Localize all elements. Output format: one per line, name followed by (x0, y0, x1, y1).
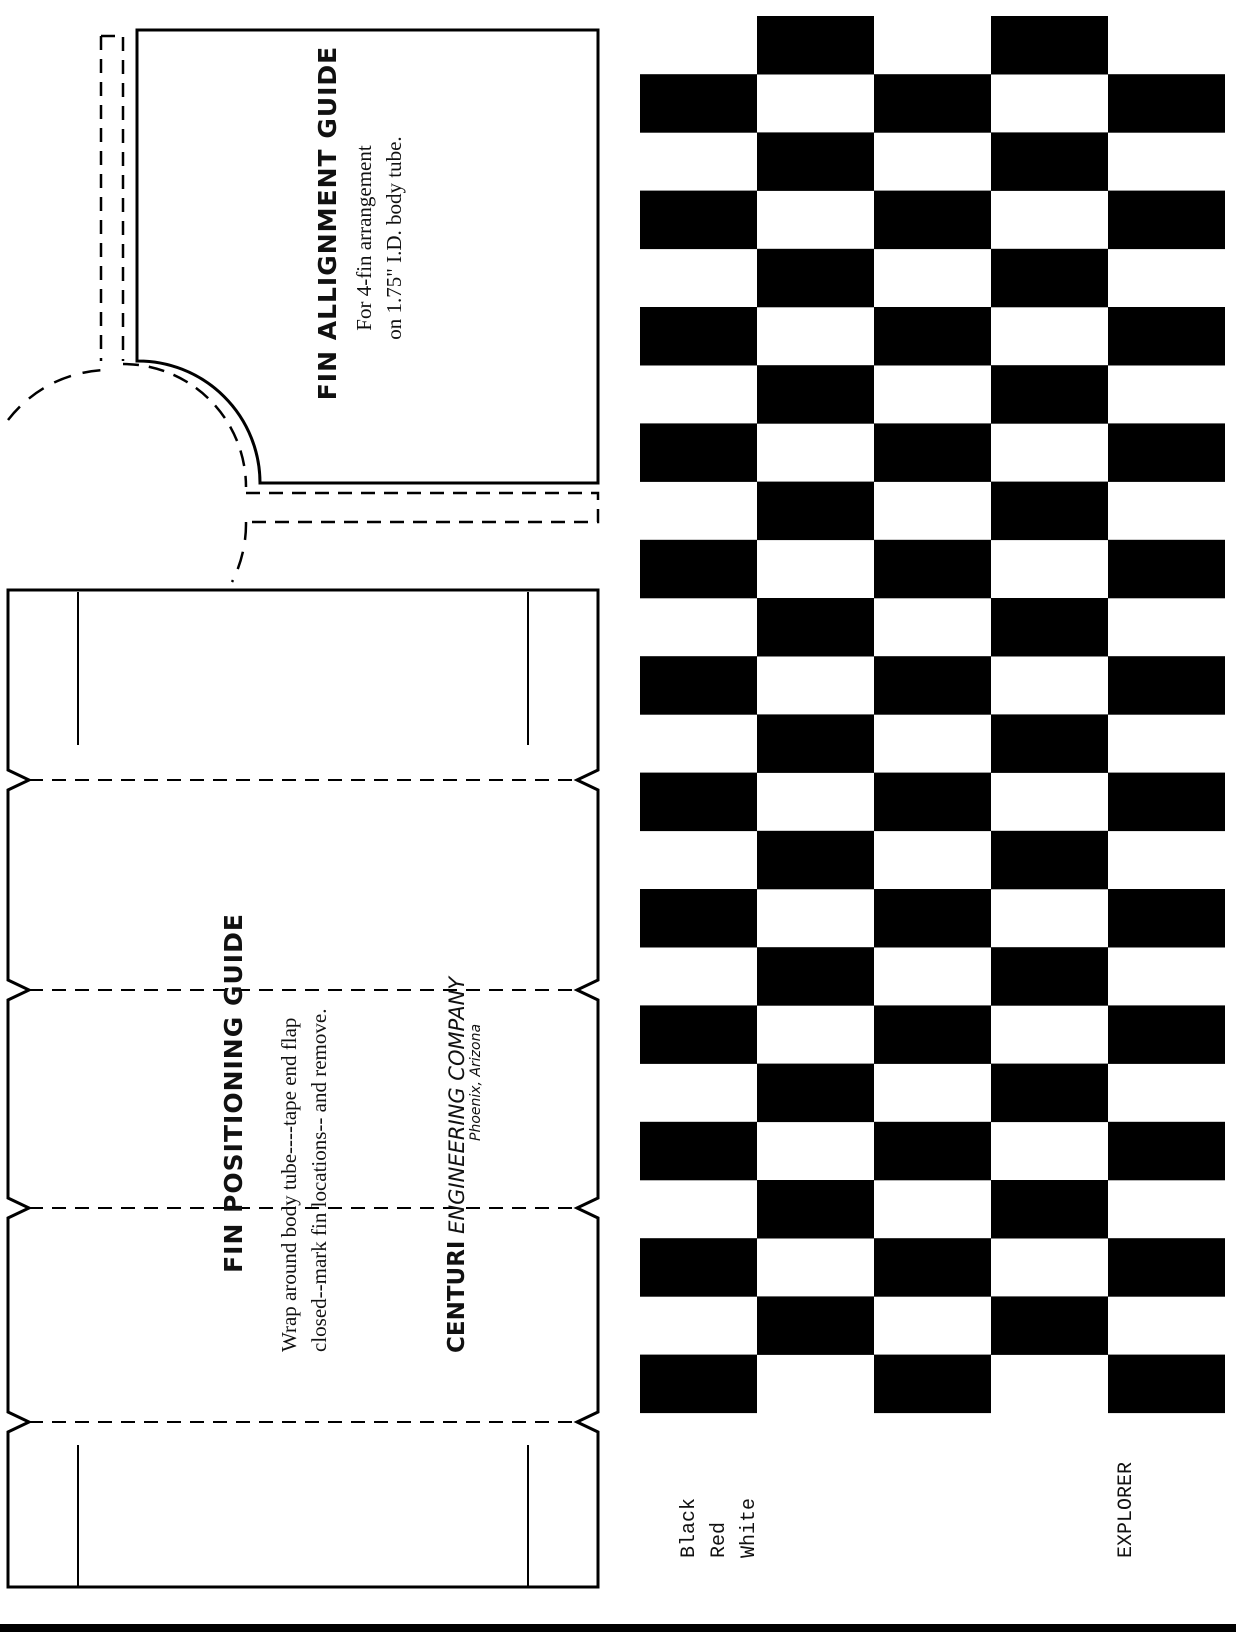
checker-square (991, 831, 1108, 890)
checker-square (1108, 307, 1225, 366)
checker-square (991, 1296, 1108, 1355)
model-name: EXPLORER (1115, 1461, 1138, 1558)
checker-square (991, 249, 1108, 307)
checker-square (991, 1180, 1108, 1239)
fin-alignment-guide (8, 30, 598, 582)
checker-square (757, 831, 874, 890)
checker-square (640, 889, 757, 948)
checker-square (757, 132, 874, 191)
checker-square (991, 598, 1108, 657)
checker-square (640, 191, 757, 250)
checker-square (1108, 1005, 1225, 1064)
checker-square (991, 482, 1108, 540)
checker-square (991, 947, 1108, 1006)
checker-square (757, 1180, 874, 1239)
positioning-guide-title: FIN POSITIONING GUIDE (219, 913, 248, 1273)
fin-positioning-guide (8, 590, 598, 1587)
checker-square (757, 598, 874, 657)
checker-square (991, 714, 1108, 773)
company-city: Phoenix, Arizona (468, 1023, 484, 1141)
checker-square (757, 1296, 874, 1355)
alignment-tab-top (101, 36, 123, 361)
checker-square (874, 1355, 991, 1414)
checker-square (874, 191, 991, 250)
checker-square (874, 540, 991, 599)
checker-square (1108, 1355, 1225, 1414)
checker-square (991, 1064, 1108, 1123)
checker-square (640, 1122, 757, 1181)
checker-square (640, 74, 757, 133)
checker-square (640, 773, 757, 832)
checker-square (874, 1122, 991, 1181)
alignment-tab-right (246, 493, 598, 522)
checker-square (640, 1355, 757, 1414)
checker-square (1108, 191, 1225, 250)
checker-square (757, 1064, 874, 1123)
positioning-guide-line1: Wrap around body tube----tape end flap (277, 1017, 301, 1352)
checker-square (874, 773, 991, 832)
checker-square (991, 365, 1108, 424)
checker-square (640, 540, 757, 599)
color-list-item: Black (678, 1497, 701, 1558)
company-name-rest: ENGINEERING COMPANY (445, 976, 469, 1234)
checker-square (640, 423, 757, 482)
checker-square (874, 656, 991, 715)
checker-square (1108, 656, 1225, 715)
checker-square (640, 1238, 757, 1297)
checker-square (757, 947, 874, 1006)
checker-square (757, 16, 874, 75)
tube-circle-dashed (8, 370, 246, 582)
alignment-guide-title: FIN ALLIGNMENT GUIDE (313, 45, 342, 401)
checker-square (640, 1005, 757, 1064)
checker-square (757, 365, 874, 424)
checker-square (874, 1005, 991, 1064)
checker-square (1108, 1238, 1225, 1297)
checker-square (1108, 773, 1225, 832)
checker-square (757, 714, 874, 773)
checker-square (640, 656, 757, 715)
checker-square (874, 307, 991, 366)
checker-square (874, 74, 991, 133)
checker-square (1108, 889, 1225, 948)
positioning-guide-outline (8, 590, 598, 1587)
checker-square (991, 132, 1108, 191)
color-list-item: Red (708, 1521, 731, 1558)
checker-square (757, 482, 874, 540)
alignment-arc-dashed (123, 364, 246, 487)
checker-square (1108, 74, 1225, 133)
checker-square (757, 249, 874, 307)
checker-square (874, 1238, 991, 1297)
checker-square (874, 889, 991, 948)
alignment-guide-line2: on 1.75" I.D. body tube. (382, 136, 406, 340)
positioning-guide-line2: closed--mark fin locations-- and remove. (307, 1008, 331, 1352)
alignment-guide-line1: For 4-fin arrangement (352, 145, 376, 331)
checker-square (640, 307, 757, 366)
checker-square (1108, 1122, 1225, 1181)
checkerboard-decal (640, 16, 1225, 1413)
checker-square (1108, 540, 1225, 599)
checker-square (1108, 423, 1225, 482)
checker-square (991, 16, 1108, 75)
color-list-item: White (738, 1497, 761, 1558)
company-brand: CENTURI (444, 1240, 470, 1353)
checker-square (874, 423, 991, 482)
